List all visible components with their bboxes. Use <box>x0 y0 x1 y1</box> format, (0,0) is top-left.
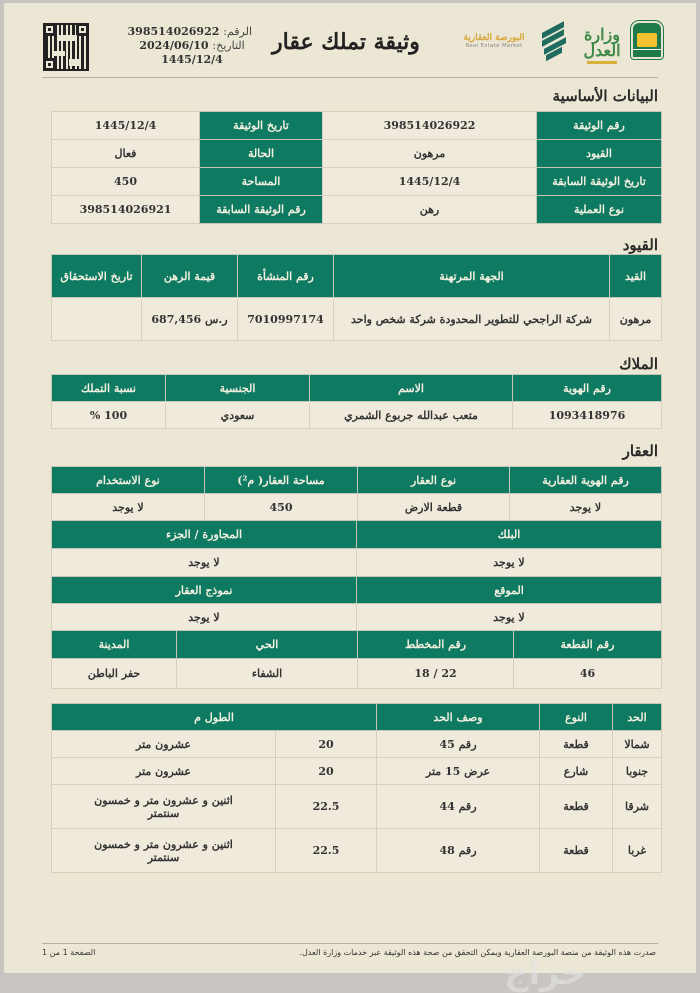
cell-restriction: مرهون <box>610 298 662 341</box>
header-establishment-number: رقم المنشأة <box>238 255 334 298</box>
label-restrictions: القيود <box>537 140 662 168</box>
number-label: الرقم: <box>223 25 252 38</box>
table-row <box>52 402 662 429</box>
cell-description: عرض 15 متر <box>377 758 540 785</box>
cell-length-text: عشرون متر <box>52 731 276 758</box>
cell-establishment-number: 7010997174 <box>238 298 334 341</box>
value-document-date: 1445/12/4 <box>52 112 200 140</box>
cell-neighbor-part: لا يوجد <box>52 549 357 577</box>
footer-divider <box>42 943 658 944</box>
restrictions-table <box>51 254 662 341</box>
cell-side: غربا <box>613 829 662 873</box>
table-header-row <box>52 467 662 494</box>
value-status: فعال <box>52 140 200 168</box>
header-mortgage-value: قيمة الرهن <box>142 255 238 298</box>
table-header-row <box>52 577 662 604</box>
header-name: الاسم <box>310 375 513 402</box>
cell-side: شرقا <box>613 785 662 829</box>
logo-text-ar: البورصة العقارية <box>463 33 525 43</box>
cell-property-id: لا يوجد <box>510 494 662 521</box>
cell-district: الشفاء <box>177 659 358 689</box>
label-operation-type: نوع العملية <box>537 196 662 224</box>
document-number: 398514026922 <box>127 25 220 38</box>
document-meta <box>127 25 252 67</box>
header-ownership-ratio: نسبة التملك <box>52 375 166 402</box>
cell-length: 22.5 <box>276 829 377 873</box>
label-document-number: رقم الوثيقة <box>537 112 662 140</box>
cell-plot-number: 46 <box>514 659 662 689</box>
table-row <box>52 659 662 689</box>
header-id-number: رقم الهوية <box>513 375 662 402</box>
cell-plan-number: 22 / 18 <box>358 659 514 689</box>
table-row <box>52 731 662 758</box>
section-title-owners: الملاك <box>619 355 658 373</box>
table-header-row <box>52 521 662 549</box>
label-previous-date: تاريخ الوثيقة السابقة <box>537 168 662 196</box>
cell-length: 22.5 <box>276 785 377 829</box>
header-district: الحي <box>177 631 358 659</box>
owners-table <box>51 374 662 429</box>
cell-length: 20 <box>276 758 377 785</box>
table-header-row <box>52 375 662 402</box>
section-title-property: العقار <box>622 442 658 460</box>
date-label: التاريخ: <box>212 39 245 52</box>
cell-length-text: اثنين و عشرون متر و خمسون سنتمتر <box>52 785 276 829</box>
table-row <box>52 112 662 140</box>
value-previous-date: 1445/12/4 <box>323 168 537 196</box>
cell-length: 20 <box>276 731 377 758</box>
cell-mortgagee: شركة الراجحي للتطوير المحدودة شركة شخص واحد <box>334 298 610 341</box>
table-row <box>52 829 662 873</box>
property-table-3 <box>51 576 662 631</box>
header-mortgagee: الجهة المرتهنة <box>334 255 610 298</box>
cell-description: رقم 45 <box>377 731 540 758</box>
cell-length-text: اثنين و عشرون متر و خمسون سنتمتر <box>52 829 276 873</box>
table-row <box>52 758 662 785</box>
cell-usage-type: لا يوجد <box>52 494 205 521</box>
property-table-4 <box>51 630 662 689</box>
table-header-row <box>52 631 662 659</box>
value-previous-number: 398514026921 <box>52 196 200 224</box>
cell-mortgage-value: ر.س 687,456 <box>142 298 238 341</box>
header-usage-type: نوع الاستخدام <box>52 467 205 494</box>
header-plot-number: رقم القطعة <box>514 631 662 659</box>
header-length: الطول م <box>52 704 377 731</box>
cell-length-text: عشرون متر <box>52 758 276 785</box>
table-row <box>52 785 662 829</box>
cell-type: قطعة <box>540 731 613 758</box>
cell-property-area: 450 <box>205 494 358 521</box>
basic-info-table <box>51 111 662 224</box>
cell-property-type: قطعة الارض <box>358 494 510 521</box>
cell-side: شمالا <box>613 731 662 758</box>
header-property-id: رقم الهوية العقارية <box>510 467 662 494</box>
qr-code-icon[interactable] <box>43 23 89 71</box>
table-row <box>52 494 662 521</box>
cell-description: رقم 48 <box>377 829 540 873</box>
section-title-restrictions: القيود <box>622 236 658 254</box>
cell-ownership-ratio: 100 % <box>52 402 166 429</box>
header-block: البلك <box>357 521 662 549</box>
cell-location: لا يوجد <box>357 604 662 631</box>
table-header-row <box>52 255 662 298</box>
section-title-basic-info: البيانات الأساسية <box>552 87 658 105</box>
cell-description: رقم 44 <box>377 785 540 829</box>
value-operation-type: رهن <box>323 196 537 224</box>
header-property-model: نموذج العقار <box>52 577 357 604</box>
cell-type: قطعة <box>540 785 613 829</box>
table-row <box>52 168 662 196</box>
table-header-row <box>52 704 662 731</box>
ministry-emblem-icon <box>631 21 663 59</box>
header-side: الحد <box>613 704 662 731</box>
header-type: النوع <box>540 704 613 731</box>
table-row <box>52 604 662 631</box>
watermark: حراج <box>504 953 586 993</box>
cell-side: جنوبا <box>613 758 662 785</box>
cell-block: لا يوجد <box>357 549 662 577</box>
stacked-map-logo-icon <box>536 21 572 61</box>
page-number: الصفحة 1 من 1 <box>42 948 96 957</box>
header-city: المدينة <box>52 631 177 659</box>
document-header <box>4 3 696 79</box>
label-status: الحالة <box>200 140 323 168</box>
table-row <box>52 298 662 341</box>
page-title: وثيقة تملك عقار <box>272 29 420 55</box>
footer-note: صدرت هذه الوثيقة من منصة البورصة العقارية ويمكن التحقق من صحة هذه الوثيقة عبر خدمات وزارة العدل. <box>299 948 656 957</box>
ministry-logo-underline <box>587 61 617 64</box>
ministry-name: وزارة العدل <box>583 25 621 60</box>
value-restrictions: مرهون <box>323 140 537 168</box>
header-divider <box>42 77 658 78</box>
header-property-area: مساحة العقار( م²) <box>205 467 358 494</box>
value-area: 450 <box>52 168 200 196</box>
header-property-type: نوع العقار <box>358 467 510 494</box>
cell-property-model: لا يوجد <box>52 604 357 631</box>
label-area: المساحة <box>200 168 323 196</box>
table-row <box>52 196 662 224</box>
cell-nationality: سعودي <box>166 402 310 429</box>
header-due-date: تاريخ الاستحقاق <box>52 255 142 298</box>
table-row <box>52 140 662 168</box>
header-neighbor-part: المجاورة / الجزء <box>52 521 357 549</box>
cell-id-number: 1093418976 <box>513 402 662 429</box>
date-gregorian: 2024/06/10 <box>139 39 209 52</box>
header-restriction: القيد <box>610 255 662 298</box>
label-previous-number: رقم الوثيقة السابقة <box>200 196 323 224</box>
date-hijri: 1445/12/4 <box>161 53 223 66</box>
property-table-1 <box>51 466 662 521</box>
ministry-of-justice-logo <box>579 27 625 64</box>
header-plan-number: رقم المخطط <box>358 631 514 659</box>
cell-due-date <box>52 298 142 341</box>
table-row <box>52 549 662 577</box>
boundaries-table <box>51 703 662 873</box>
property-table-2 <box>51 520 662 577</box>
cell-type: قطعة <box>540 829 613 873</box>
value-document-number: 398514026922 <box>323 112 537 140</box>
label-document-date: تاريخ الوثيقة <box>200 112 323 140</box>
header-location: الموقع <box>357 577 662 604</box>
cell-type: شارع <box>540 758 613 785</box>
cell-city: حفر الباطن <box>52 659 177 689</box>
header-nationality: الجنسية <box>166 375 310 402</box>
document-page <box>4 3 696 993</box>
cell-name: متعب عبدالله جربوع الشمري <box>310 402 513 429</box>
real-estate-market-logo <box>454 33 534 49</box>
logo-text-en: Real Estate Market <box>465 43 523 49</box>
header-description: وصف الحد <box>377 704 540 731</box>
